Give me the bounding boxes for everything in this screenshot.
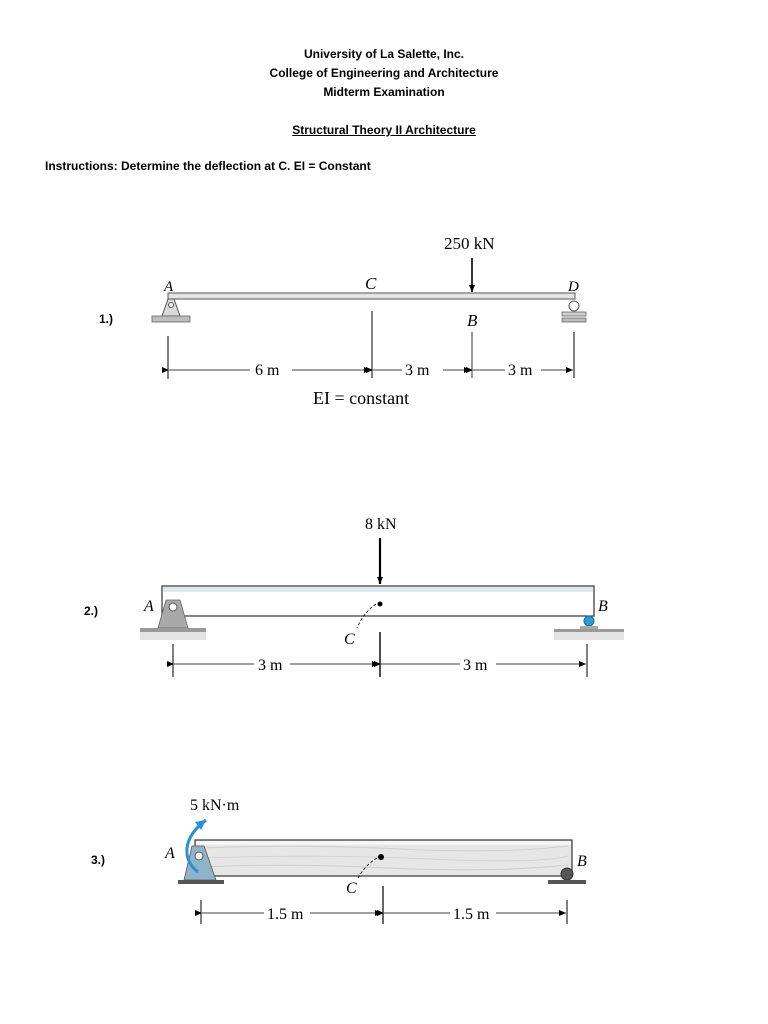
college-name: College of Engineering and Architecture [269,66,499,80]
dim-1-a: 6 m [255,362,280,379]
label-b-1: B [467,311,478,330]
label-a-2: A [144,598,154,615]
ei-note-1: EI = constant [313,388,410,408]
problem-2-number: 2.) [84,604,99,618]
dim-3-a: 1.5 m [267,906,304,923]
roller-support-d-1 [562,301,586,322]
exam-title: Midterm Examination [323,85,445,99]
problem-2-figure [140,516,624,677]
label-b-3: B [577,853,587,870]
label-d-1: D [568,279,579,295]
dim-3-b: 1.5 m [453,906,490,923]
moment-label-3: 5 kN·m [190,797,240,814]
dim-2-a: 3 m [258,657,283,674]
dim-2-b: 3 m [463,657,488,674]
load-label-1: 250 kN [444,234,495,253]
pin-support-a-1 [152,299,190,322]
problem-3-figure [164,797,587,924]
label-a-3: A [165,845,175,862]
label-c-1: C [365,274,377,293]
label-c-2: C [344,631,355,648]
label-b-2: B [598,598,608,615]
problem-1-figure [152,234,586,408]
instructions: Instructions: Determine the deflection at C. EI = Constant [45,159,371,173]
problem-1-number: 1.) [99,312,114,326]
problem-3-number: 3.) [91,853,106,867]
beam-1 [168,293,575,299]
roller-support-b-2 [554,616,624,640]
university-name: University of La Salette, Inc. [303,47,465,61]
dim-1-b: 3 m [405,362,430,379]
course-title: Structural Theory II Architecture [292,123,476,137]
dim-1-c: 3 m [508,362,533,379]
label-a-1: A [164,279,174,295]
load-label-2: 8 kN [365,516,397,533]
label-c-3: C [346,880,357,897]
